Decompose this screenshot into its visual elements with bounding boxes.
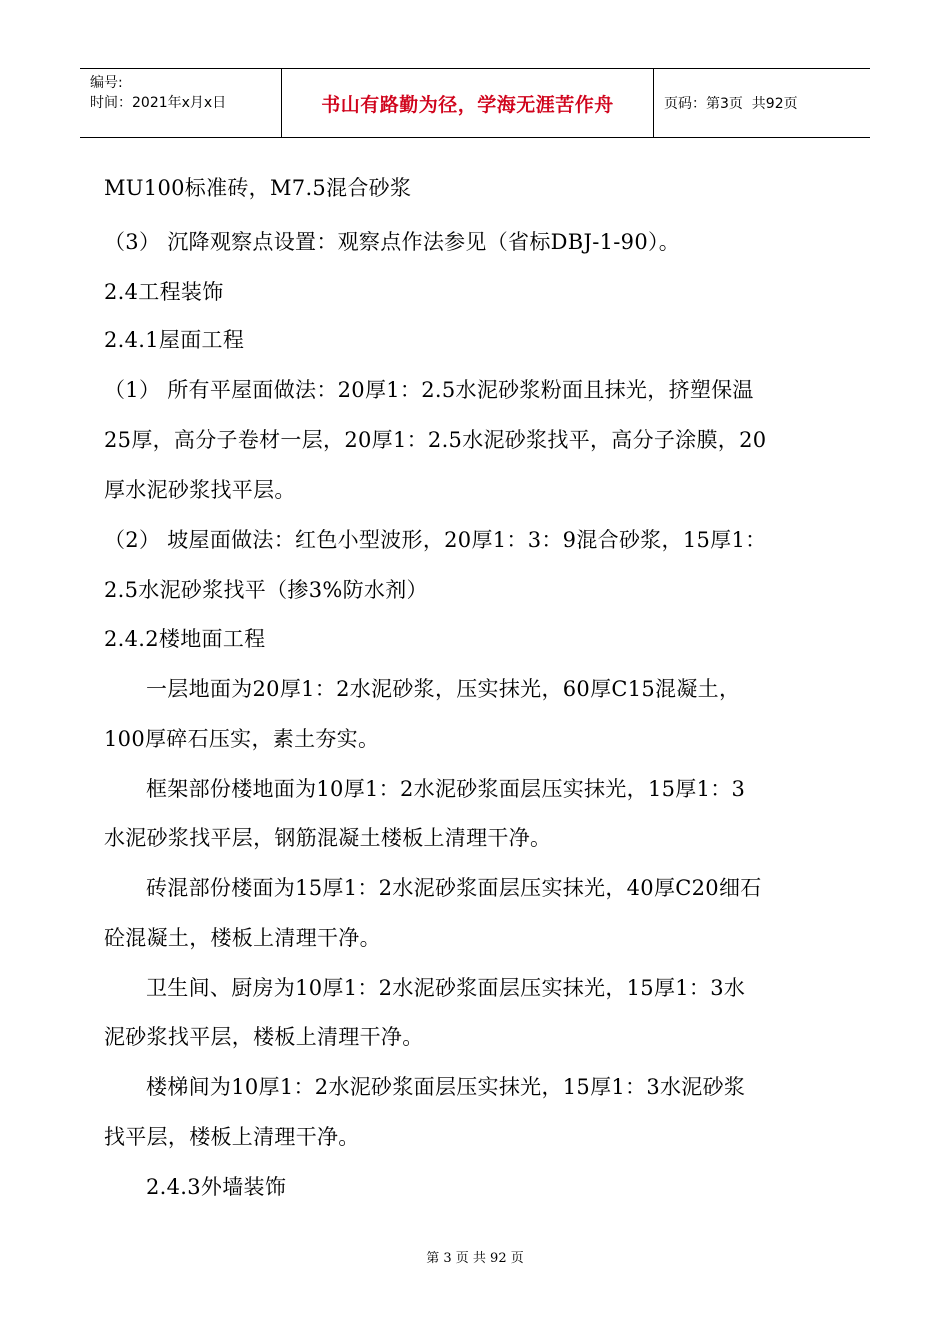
header-meta-cell (80, 69, 282, 137)
document-header (80, 68, 870, 138)
subsection-heading: 2.4.2楼地面工程 (104, 627, 266, 651)
body-line: 找平层，楼板上清理干净。 (104, 1125, 360, 1149)
body-line: 厚水泥砂浆找平层。 (104, 478, 296, 502)
body-line: 100厚碎石压实，素土夯实。 (104, 727, 380, 751)
body-line: 水泥砂浆找平层，钢筋混凝土楼板上清理干净。 (104, 826, 552, 850)
body-line: （2） 坡屋面做法：红色小型波形，20厚1：3：9混合砂浆，15厚1： (104, 528, 767, 552)
subsection-heading: 2.4.1屋面工程 (104, 328, 245, 352)
body-line: 泥砂浆找平层，楼板上清理干净。 (104, 1025, 424, 1049)
body-line: 25厚，高分子卷材一层，20厚1：2.5水泥砂浆找平，高分子涂膜，20 (104, 428, 767, 452)
body-line: （1） 所有平屋面做法：20厚1：2.5水泥砂浆粉面且抹光，挤塑保温 (104, 378, 754, 402)
document-number-label: 编号: (90, 75, 123, 91)
body-line: 框架部份楼地面为10厚1：2水泥砂浆面层压实抹光，15厚1：3 (146, 777, 746, 801)
section-heading: 2.4工程装饰 (104, 280, 224, 304)
header-page-info: 页码：第3页 共92页 (664, 96, 798, 112)
body-line: 砼混凝土，楼板上清理干净。 (104, 926, 381, 950)
body-line: MU100标准砖，M7.5混合砂浆 (104, 176, 412, 200)
body-line: 楼梯间为10厚1：2水泥砂浆面层压实抹光，15厚1：3水泥砂浆 (146, 1075, 746, 1099)
body-line: （3） 沉降观察点设置：观察点作法参见（省标DBJ-1-90）。 (104, 230, 681, 254)
body-line: 砖混部份楼面为15厚1：2水泥砂浆面层压实抹光，40厚C20细石 (146, 876, 762, 900)
body-line: 一层地面为20厚1：2水泥砂浆，压实抹光，60厚C15混凝土， (146, 677, 741, 701)
page-footer: 第 3 页 共 92 页 (426, 1251, 524, 1266)
body-line: 卫生间、厨房为10厚1：2水泥砂浆面层压实抹光，15厚1：3水 (146, 976, 746, 1000)
body-line: 2.5水泥砂浆找平（掺3%防水剂） (104, 578, 428, 602)
header-motto: 书山有路勤为径，学海无涯苦作舟 (321, 93, 614, 116)
header-motto-cell (282, 69, 654, 137)
document-time-label: 时间：2021年x月x日 (90, 95, 227, 111)
subsection-heading: 2.4.3外墙装饰 (146, 1175, 287, 1199)
header-page-cell (654, 69, 870, 137)
